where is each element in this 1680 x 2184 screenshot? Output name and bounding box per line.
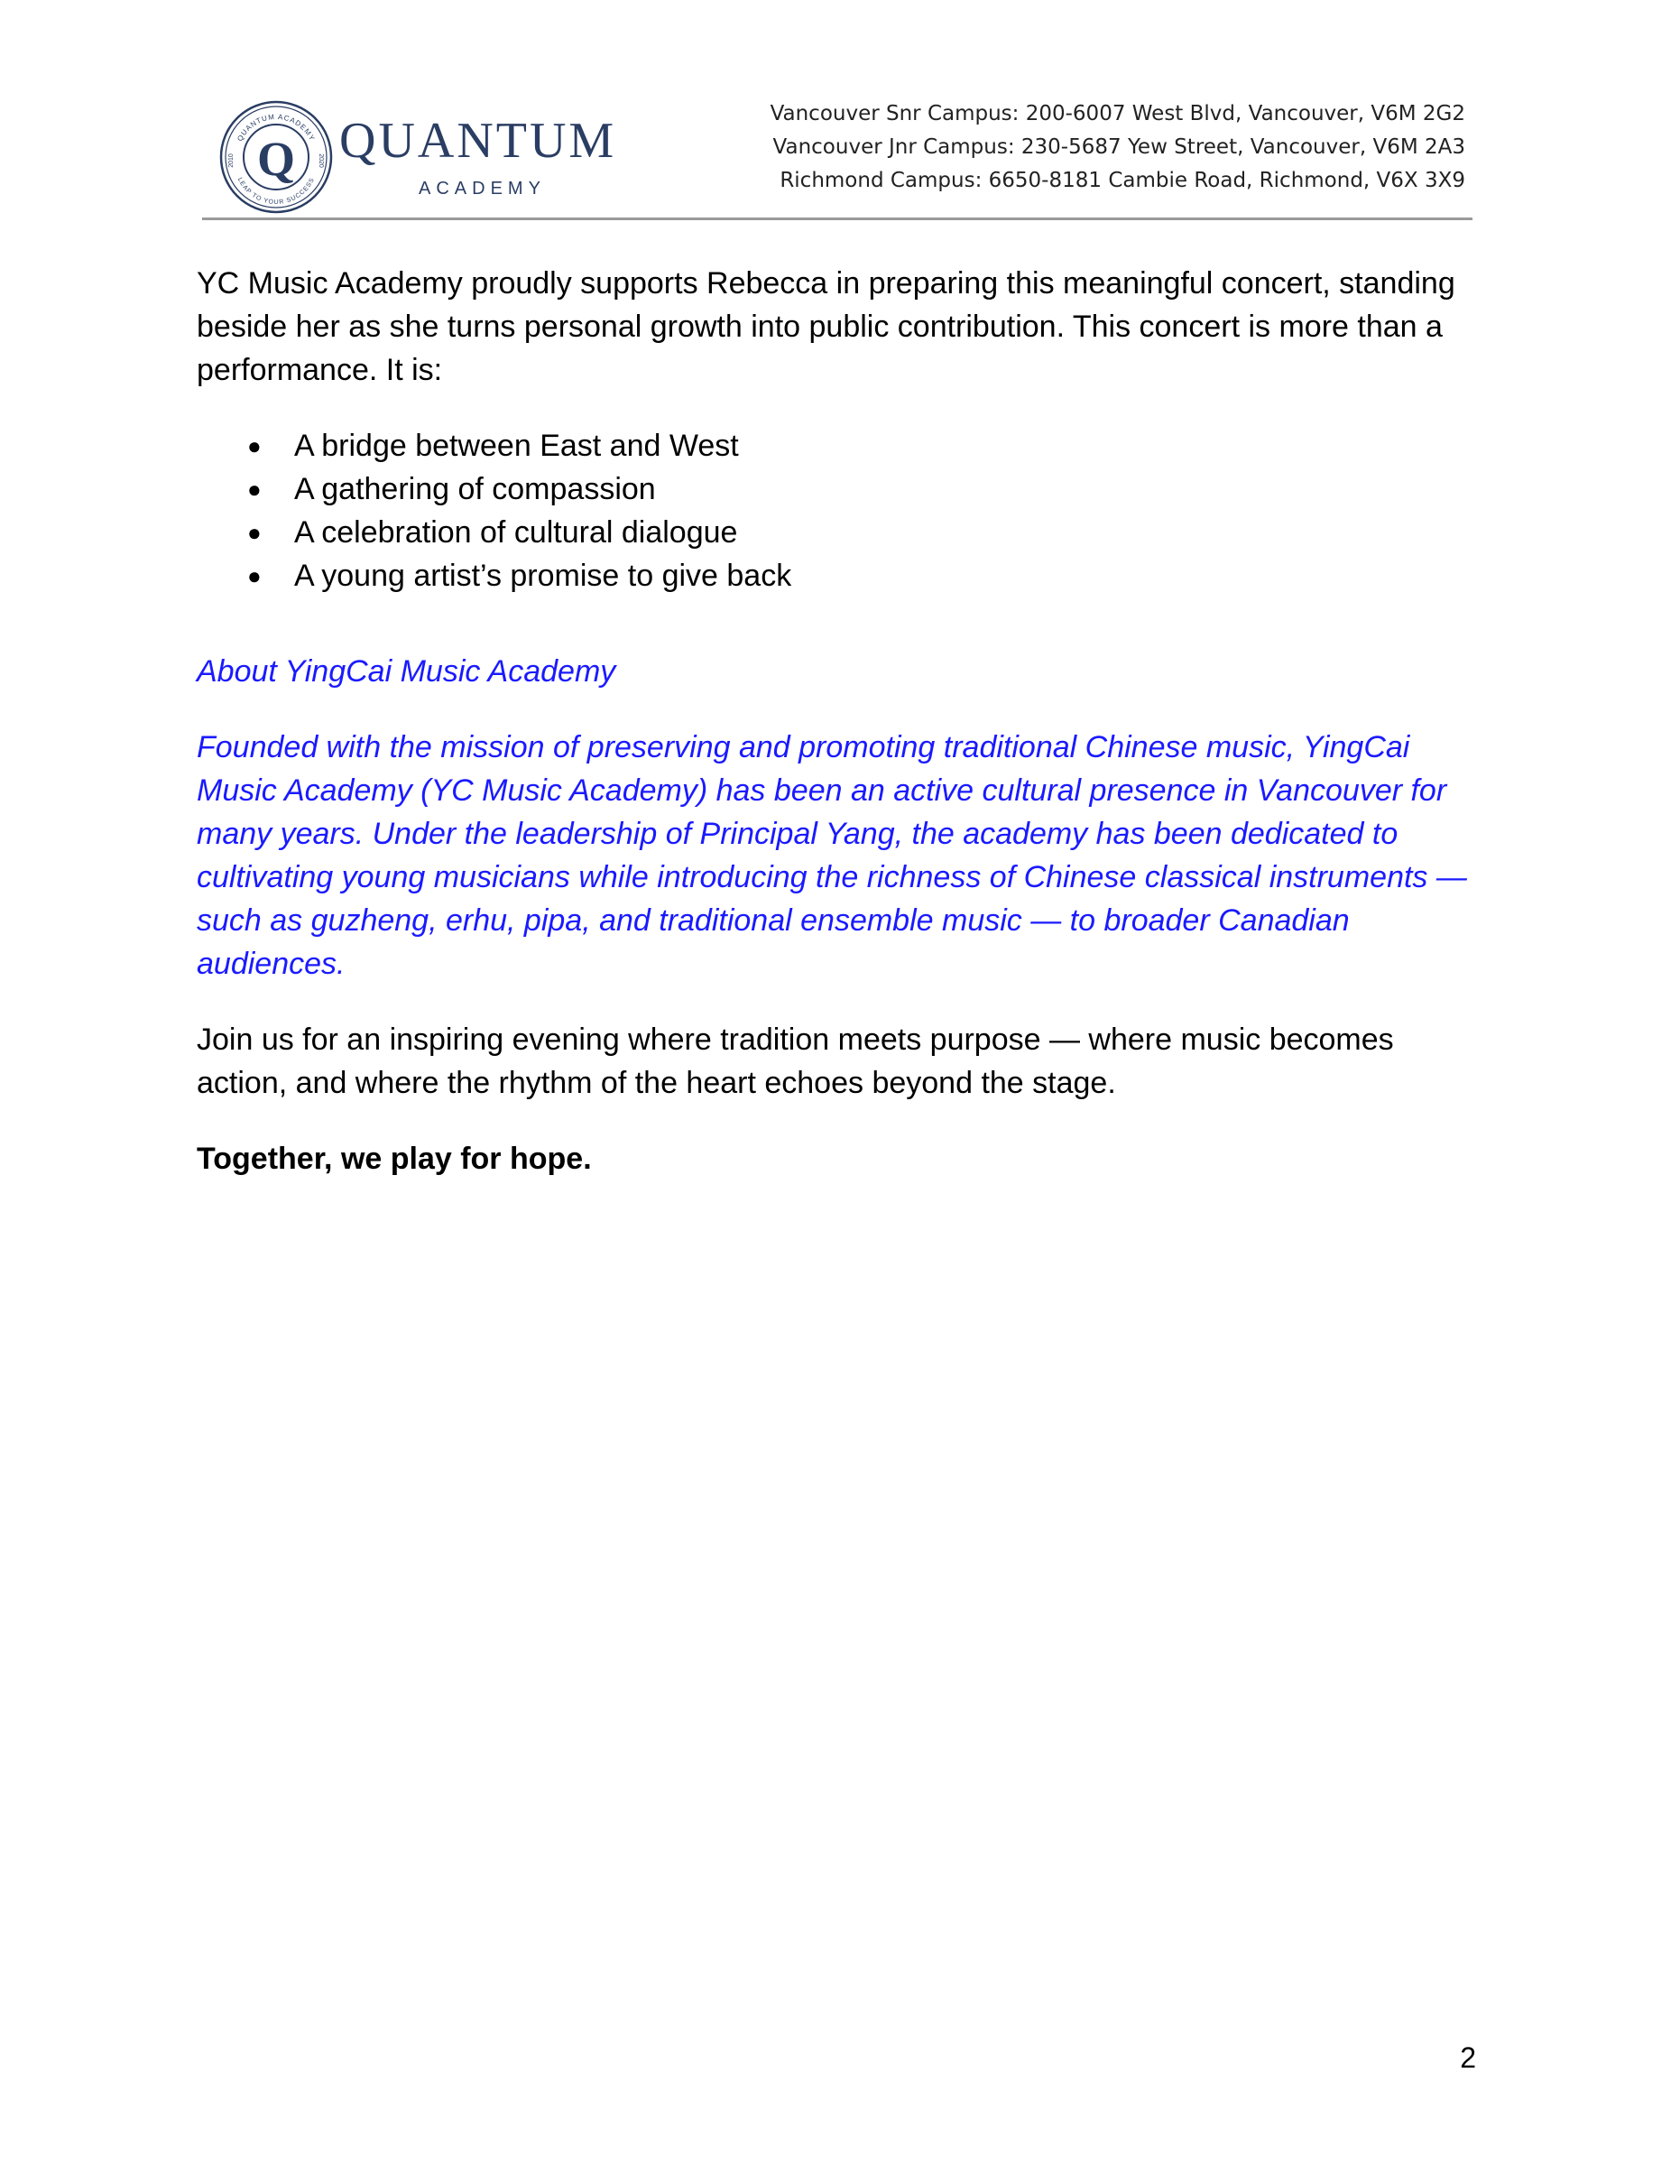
svg-text:LEAP TO YOUR SUCCESS: LEAP TO YOUR SUCCESS (235, 176, 317, 207)
bullet-icon: ● (247, 476, 262, 503)
list-item (197, 554, 1487, 597)
letter-body (197, 262, 1487, 1180)
about-paragraph: Founded with the mission of preserving and promoting traditional Chinese music, YingCai Music Academy (YC Music Academy) has been an active cultural presence in Vancouver for many years. Under the leadership of Principal Yang, the academy has been dedicated to cultivating young musicians while introducing the richness of Chinese classical instruments — such as guzheng, erhu, pipa, and traditional ensemble music — to broader Canadian audiences. (197, 730, 1467, 981)
list-item (197, 511, 1487, 554)
page-number: 2 (1460, 2041, 1476, 2074)
svg-text:Q: Q (256, 132, 296, 186)
quantum-academy-logo (218, 99, 615, 215)
about-heading: About YingCai Music Academy (197, 654, 616, 689)
list-item-text: A bridge between East and West (294, 429, 739, 463)
header-divider (202, 217, 1472, 220)
intro-paragraph: YC Music Academy proudly supports Rebecca in preparing this meaningful concert, standing beside her as she turns personal growth into public contribution. This concert is more than a performance. It is: (197, 266, 1455, 387)
concert-highlights-list (197, 424, 1487, 597)
list-item-text: A celebration of cultural dialogue (294, 515, 738, 550)
bullet-icon: ● (247, 562, 262, 589)
bullet-icon: ● (247, 432, 262, 459)
svg-text:2010: 2010 (228, 153, 235, 168)
academy-seal-icon (218, 99, 334, 215)
letterhead (202, 97, 1472, 220)
campus-addresses (771, 97, 1465, 198)
list-item (197, 424, 1487, 467)
address-richmond: Richmond Campus: 6650-8181 Cambie Road, Richmond, V6X 3X9 (780, 169, 1465, 192)
list-item-text: A young artist’s promise to give back (294, 559, 792, 593)
address-vancouver-junior: Vancouver Jnr Campus: 230-5687 Yew Street, Vancouver, V6M 2A3 (772, 135, 1465, 159)
svg-text:2020: 2020 (318, 153, 324, 168)
closing-paragraph: Join us for an inspiring evening where tradition meets purpose — where music becomes action, and where the rhythm of the heart echoes beyond the stage. (197, 1023, 1394, 1100)
bullet-icon: ● (247, 519, 262, 546)
logo-wordmark: QUANTUM (339, 113, 617, 169)
svg-text:QUANTUM ACADEMY: QUANTUM ACADEMY (235, 112, 317, 143)
list-item (197, 467, 1487, 511)
tagline: Together, we play for hope. (197, 1142, 592, 1176)
logo-subtitle: ACADEMY (419, 179, 546, 199)
address-vancouver-senior: Vancouver Snr Campus: 200-6007 West Blvd, Vancouver, V6M 2G2 (770, 102, 1465, 125)
list-item-text: A gathering of compassion (294, 472, 656, 506)
